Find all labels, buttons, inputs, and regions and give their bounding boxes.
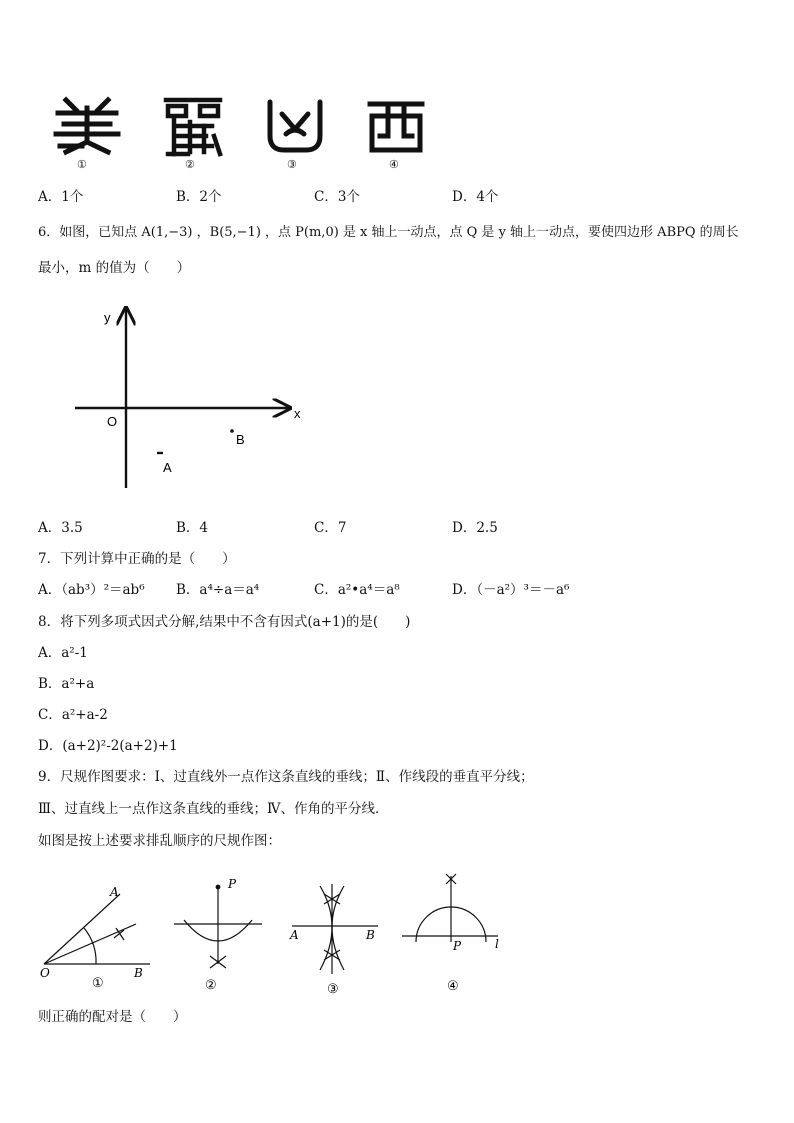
symbol-1-image (52, 96, 122, 158)
q8-option-d[interactable]: D．(a+2)²-2(a+2)+1 (38, 738, 178, 754)
q7-stem: 7．下列计算中正确的是（ ） (38, 551, 236, 567)
q6-origin-label: O (107, 414, 118, 429)
q6-point-a-label: A (163, 460, 172, 475)
q9-fig4-label-p: P (453, 939, 462, 953)
q6-coordinate-diagram (60, 300, 320, 500)
q6-stem-line-1: 6．如图，已知点 A(1,−3) ，B(5,−1) ，点 P(m,0) 是 x 轴上一动点，点 Q 是 y 轴上一动点，要使四边形 ABPQ 的周长 (38, 225, 739, 240)
q6-option-b[interactable]: B．4 (176, 520, 209, 536)
q6-point-b (230, 429, 234, 433)
q9-fig2-label-p: P (228, 877, 237, 891)
q9-stem-line-1: 9．尺规作图要求：Ⅰ、过直线外一点作这条直线的垂线；Ⅱ、作线段的垂直平分线； (38, 769, 534, 785)
q5-option-c[interactable]: C．3个 (314, 189, 360, 205)
symbol-2-image (160, 96, 226, 158)
q7-option-d[interactable]: D．（－a²）³＝－a⁶ (452, 582, 570, 598)
q8-option-c[interactable]: C．a²+a-2 (38, 707, 108, 723)
q5-option-b[interactable]: B．2个 (176, 189, 222, 205)
symbol-3-image (264, 96, 326, 158)
q9-fig4-label-l: l (495, 937, 499, 951)
q9-answer-prompt: 则正确的配对是（ ） (38, 1009, 187, 1025)
q9-figure-4 (398, 868, 508, 996)
q9-stem-line-3: 如图是按上述要求排乱顺序的尺规作图： (38, 833, 281, 849)
q6-point-b-label: B (236, 432, 245, 447)
symbol-4-image (366, 96, 426, 158)
q5-option-a[interactable]: A．1个 (38, 189, 84, 205)
q9-figure-2 (170, 872, 266, 998)
symbol-3-label: ③ (287, 158, 297, 171)
symbol-4-label: ④ (389, 158, 399, 171)
q9-fig1-label-b: B (134, 966, 143, 980)
q7-option-a[interactable]: A．（ab³）²＝ab⁶ (38, 582, 145, 598)
q7-option-c[interactable]: C．a²•a⁴＝a⁸ (314, 582, 400, 598)
q6-option-c[interactable]: C．7 (314, 520, 347, 536)
q9-figure-3 (286, 876, 382, 1000)
q7-option-b[interactable]: B．a⁴÷a＝a⁴ (176, 582, 260, 598)
q9-fig3-label-index: ③ (327, 982, 339, 997)
q9-stem-line-2: Ⅲ、过直线上一点作这条直线的垂线；Ⅳ、作角的平分线． (38, 801, 389, 817)
q9-fig1-label-index: ① (92, 976, 104, 991)
q6-option-d[interactable]: D．2.5 (452, 520, 498, 536)
q9-fig3-label-b: B (366, 928, 375, 942)
q9-fig2-point-p (216, 885, 221, 890)
q9-fig1-label-o: O (40, 966, 50, 980)
q9-fig1-label-a: A (110, 885, 119, 899)
q5-option-d[interactable]: D．4个 (452, 189, 499, 205)
q6-stem-line-2: 最小，m 的值为（ ） (38, 260, 191, 276)
q8-option-a[interactable]: A．a²-1 (38, 645, 88, 661)
q9-fig2-label-index: ② (205, 978, 217, 993)
q9-fig3-label-a: A (290, 928, 299, 942)
q9-fig4-label-index: ④ (447, 979, 459, 994)
symbol-1-label: ① (77, 158, 87, 171)
q6-y-label: y (104, 310, 111, 325)
q6-x-label: x (294, 406, 301, 421)
q8-stem: 8．将下列多项式因式分解,结果中不含有因式(a+1)的是( ) (38, 614, 411, 630)
q9-figure-1 (36, 880, 162, 992)
symbol-2-label: ② (185, 158, 195, 171)
q8-option-b[interactable]: B．a²+a (38, 676, 95, 692)
q6-option-a[interactable]: A．3.5 (38, 520, 83, 536)
